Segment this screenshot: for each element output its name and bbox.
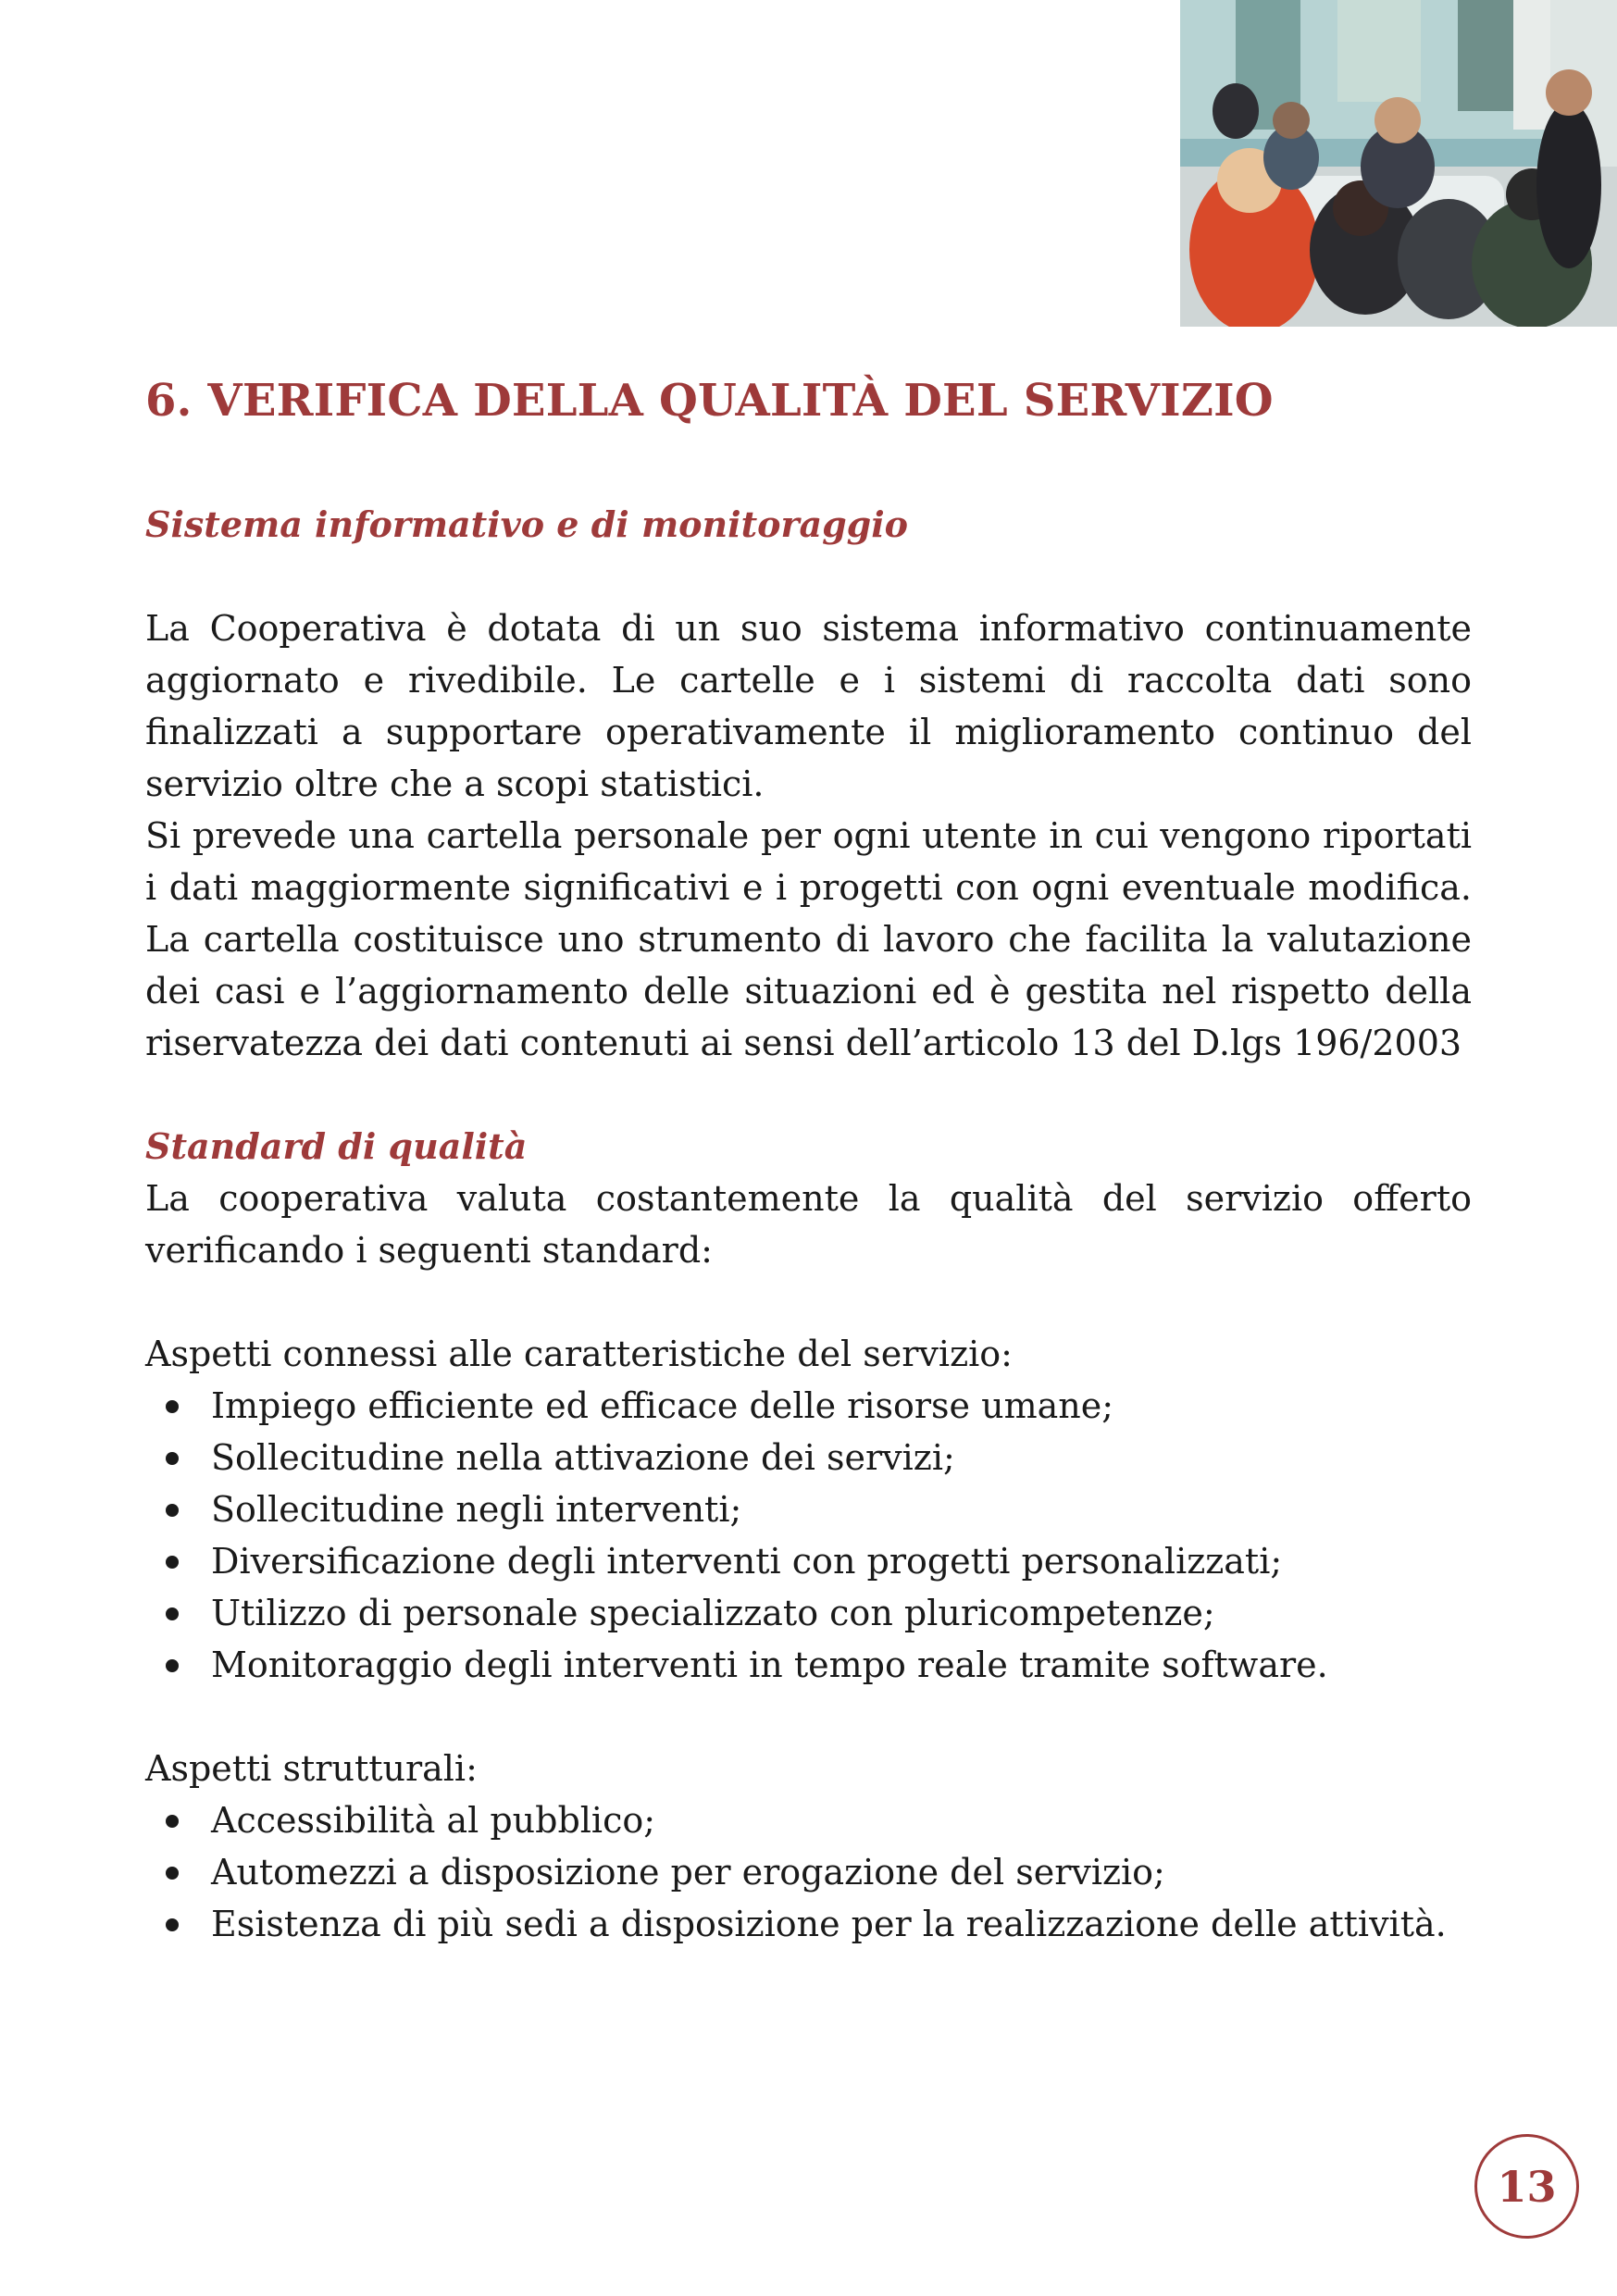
bullet-icon — [166, 1918, 179, 1931]
page-number-badge: 13 — [1474, 2134, 1579, 2239]
section-heading: 6. VERIFICA DELLA QUALITÀ DEL SERVIZIO — [145, 375, 1274, 427]
list-service-aspects — [145, 1380, 1472, 1691]
bullet-icon — [166, 1659, 179, 1672]
subheading-information-system: Sistema informativo e di monitoraggio — [145, 503, 909, 545]
bullet-icon — [166, 1867, 179, 1880]
bullet-icon — [166, 1400, 179, 1413]
header-photo — [1180, 0, 1617, 327]
list-item: Automezzi a disposizione per erogazione del servizio; — [145, 1846, 1472, 1898]
paragraph-information-system: La Cooperativa è dotata di un suo sistema informativo continuamente aggiornato e rivedibile. Le cartelle e i sistemi di raccolta dati sono finalizzati a supportare operativamente il miglioramento continuo del servizio oltre che a scopi statistici. — [145, 607, 1472, 804]
list-item: Diversificazione degli interventi con progetti personalizzati; — [145, 1535, 1472, 1587]
page-content — [145, 375, 1472, 1950]
subheading-quality-standards: Standard di qualità — [145, 1124, 528, 1167]
bullet-icon — [166, 1452, 179, 1465]
list-item: Impiego efficiente ed efficace delle risorse umane; — [145, 1380, 1472, 1432]
list-item: Accessibilità al pubblico; — [145, 1794, 1472, 1846]
list-structural-aspects — [145, 1794, 1472, 1950]
bullet-icon — [166, 1607, 179, 1620]
list-item: Esistenza di più sedi a disposizione per la realizzazione delle attività. — [145, 1898, 1472, 1950]
paragraph-personal-folder: Si prevede una cartella personale per ogni utente in cui vengono riportati i dati maggiormente significativi e i progetti con ogni eventuale modifica. La cartella costituisce uno strumento di lavoro che facilita la valutazione dei casi e l’aggiornamento delle situazioni ed è gestita nel rispetto della riservatezza dei dati contenuti ai sensi dell’articolo 13 del D.lgs 196/2003 — [145, 814, 1472, 1063]
list-label-service-aspects: Aspetti connessi alle caratteristiche del servizio: — [145, 1333, 1013, 1374]
list-item: Utilizzo di personale specializzato con pluricompetenze; — [145, 1587, 1472, 1639]
bullet-icon — [166, 1504, 179, 1517]
list-item: Sollecitudine nella attivazione dei servizi; — [145, 1432, 1472, 1483]
classroom-photo-illustration — [1180, 0, 1617, 327]
list-item: Monitoraggio degli interventi in tempo reale tramite software. — [145, 1639, 1472, 1691]
list-label-structural-aspects: Aspetti strutturali: — [145, 1747, 478, 1789]
paragraph-quality-intro: La cooperativa valuta costantemente la qualità del servizio offerto verificando i seguenti standard: — [145, 1177, 1472, 1271]
bullet-icon — [166, 1556, 179, 1569]
list-item: Sollecitudine negli interventi; — [145, 1483, 1472, 1535]
bullet-icon — [166, 1815, 179, 1828]
